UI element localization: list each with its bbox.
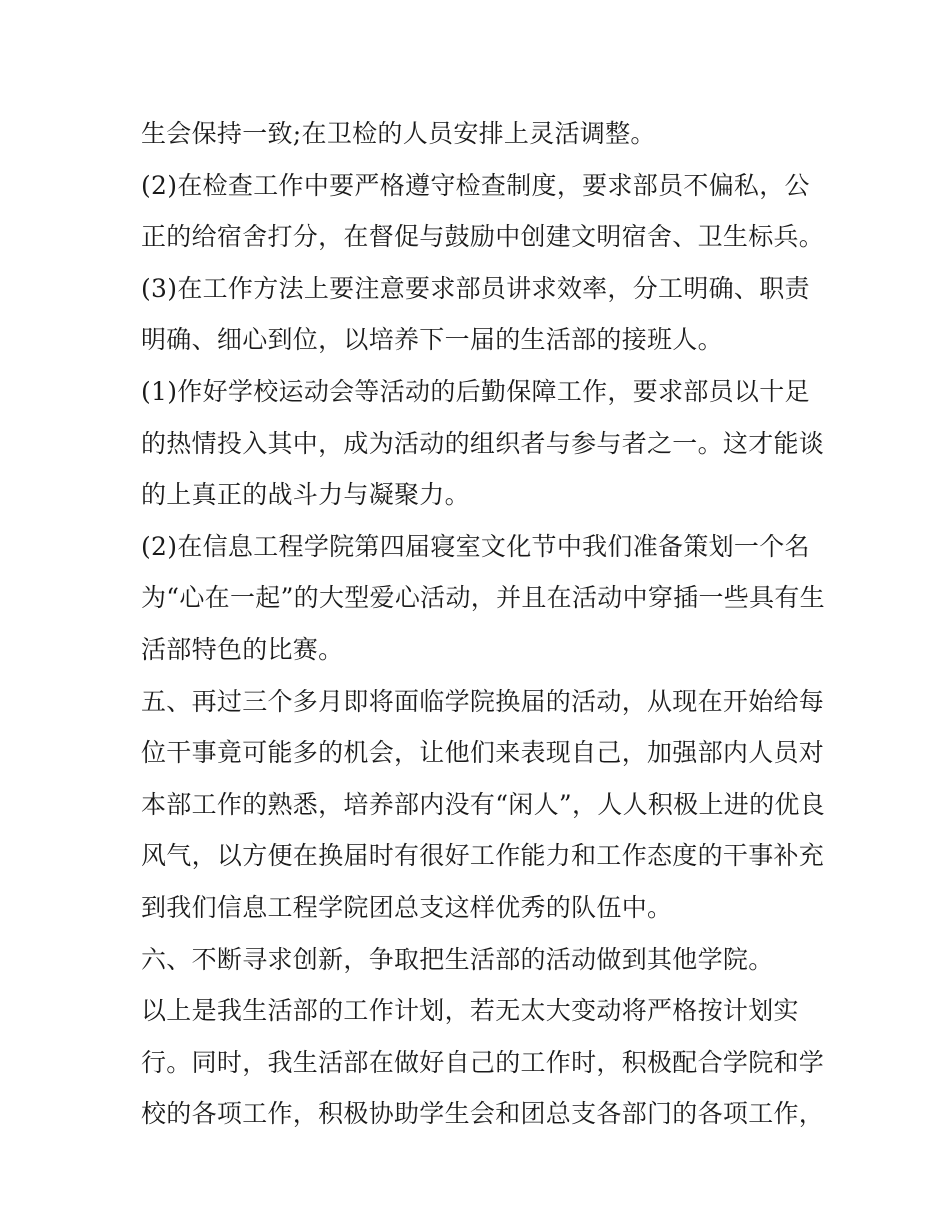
text-line: 风气，以方便在换届时有很好工作能力和工作态度的干事补充 — [141, 841, 825, 871]
text-line: 六、不断寻求创新，争取把生活部的活动做到其他学院。 — [141, 944, 774, 974]
text-line: (2)在信息工程学院第四届寝室文化节中我们准备策划一个名 — [141, 531, 810, 561]
text-line: 为“心在一起”的大型爱心活动，并且在活动中穿插一些具有生 — [141, 583, 825, 613]
text-line: 明确、细心到位，以培养下一届的生活部的接班人。 — [141, 325, 723, 355]
text-line: 正的给宿舍打分，在督促与鼓励中创建文明宿舍、卫生标兵。 — [141, 222, 825, 252]
text-line: 位干事竟可能多的机会，让他们来表现自己，加强部内人员对 — [141, 738, 825, 768]
text-line: 活部特色的比赛。 — [141, 634, 344, 664]
text-line: (2)在检查工作中要严格遵守检查制度，要求部员不偏私，公 — [141, 170, 810, 200]
document-body — [141, 108, 825, 1140]
text-line: 五、再过三个多月即将面临学院换届的活动，从现在开始给每 — [141, 686, 825, 716]
text-line: 校的各项工作，积极协助学生会和团总支各部门的各项工作， — [141, 1099, 825, 1129]
text-line: 以上是我生活部的工作计划，若无太大变动将严格按计划实 — [141, 996, 799, 1026]
text-line: (3)在工作方法上要注意要求部员讲求效率，分工明确、职责 — [141, 273, 810, 303]
text-line: 的热情投入其中，成为活动的组织者与参与者之一。这才能谈 — [141, 428, 825, 458]
text-line: 的上真正的战斗力与凝聚力。 — [141, 480, 470, 510]
text-line: 本部工作的熟悉，培养部内没有“闲人”，人人积极上进的优良 — [141, 789, 825, 819]
text-line: 到我们信息工程学院团总支这样优秀的队伍中。 — [141, 892, 673, 922]
text-line: 生会保持一致;在卫检的人员安排上灵活调整。 — [141, 119, 656, 148]
text-line: 行。同时，我生活部在做好自己的工作时，积极配合学院和学 — [141, 1047, 825, 1077]
text-line: (1)作好学校运动会等活动的后勤保障工作，要求部员以十足 — [141, 376, 810, 406]
